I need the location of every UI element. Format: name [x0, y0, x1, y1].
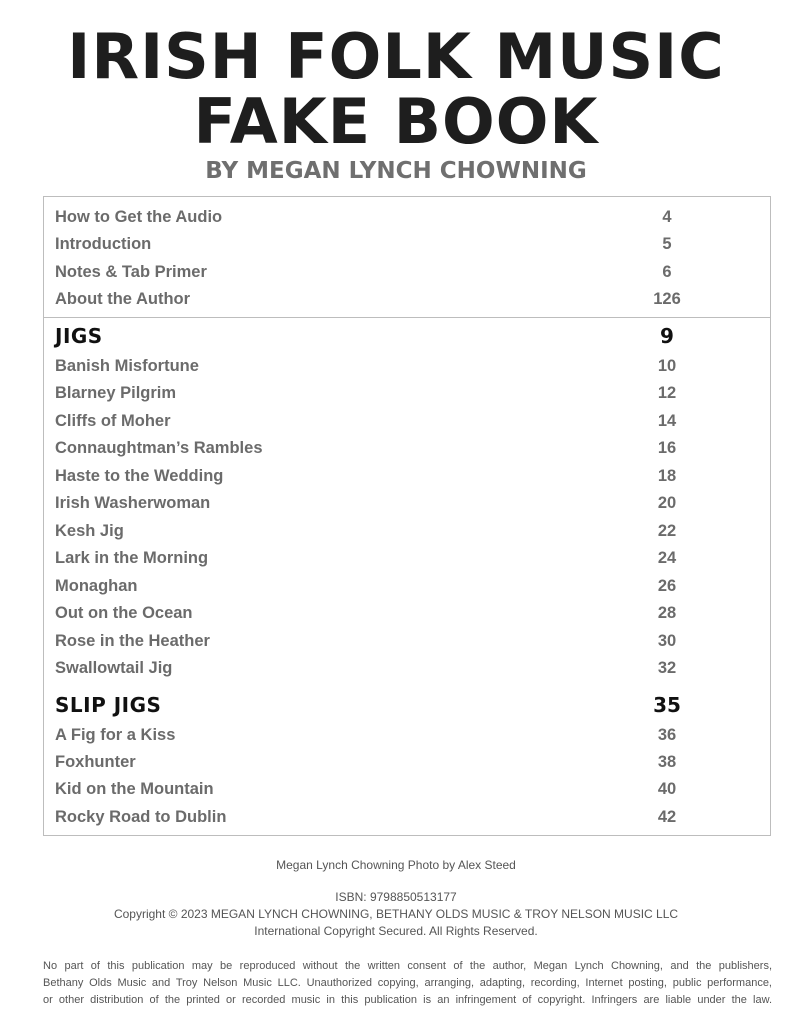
toc-entry-title: Foxhunter — [55, 753, 136, 771]
toc-row — [44, 435, 770, 461]
toc-entry-page: 40 — [657, 780, 677, 798]
toc-divider — [44, 317, 770, 318]
toc-entry-title: Lark in the Morning — [55, 549, 209, 567]
toc-entry-page: 18 — [657, 467, 677, 485]
toc-entry-title: Out on the Ocean — [55, 604, 193, 622]
copyright-notice: Copyright © 2023 MEGAN LYNCH CHOWNING, BETHANY OLDS MUSIC & TROY NELSON MUSIC LLC — [113, 907, 679, 921]
toc-entry-page: 6 — [662, 263, 672, 281]
toc-row — [44, 518, 770, 544]
photo-credit: Megan Lynch Chowning Photo by Alex Steed — [276, 858, 516, 872]
toc-row — [44, 804, 770, 830]
toc-entry-title: Rocky Road to Dublin — [55, 808, 227, 826]
toc-entry-title: Cliffs of Moher — [55, 412, 171, 430]
toc-row — [44, 776, 770, 802]
toc-entry-title: Notes & Tab Primer — [55, 263, 207, 281]
toc-entry-page: 20 — [657, 494, 677, 512]
section-heading-slip-jigs — [44, 692, 770, 718]
toc-entry-title: Kid on the Mountain — [55, 780, 214, 798]
toc-row — [44, 749, 770, 775]
legal-line: Bethany Olds Music and Troy Nelson Music LLC. Unauthorized copying, arranging, adapting, recording, Internet posting, public performance, — [43, 977, 772, 989]
toc-entry-page: 12 — [657, 384, 677, 402]
toc-row — [44, 722, 770, 748]
toc-row — [44, 286, 770, 312]
toc-entry-title: Haste to the Wedding — [55, 467, 224, 485]
author-byline: BY MEGAN LYNCH CHOWNING — [205, 158, 587, 184]
toc-entry-page: 16 — [657, 439, 677, 457]
toc-row — [44, 573, 770, 599]
toc-entry-page: 42 — [657, 808, 677, 826]
toc-entry-title: How to Get the Audio — [55, 208, 223, 226]
rights-notice: International Copyright Secured. All Rights Reserved. — [254, 924, 538, 938]
toc-entry-page: 24 — [657, 549, 677, 567]
book-title-line-1: IRISH FOLK MUSIC — [67, 20, 725, 93]
toc-entry-page: 14 — [657, 412, 677, 430]
toc-entry-page: 28 — [657, 604, 677, 622]
toc-entry-title: Monaghan — [55, 577, 138, 595]
toc-row — [44, 408, 770, 434]
toc-row — [44, 463, 770, 489]
section-heading-page: 9 — [660, 324, 674, 348]
toc-row — [44, 545, 770, 571]
isbn: ISBN: 9798850513177 — [335, 890, 457, 904]
toc-entry-title: Banish Misfortune — [55, 357, 199, 375]
legal-line: No part of this publication may be reproduced without the written consent of the author, Megan Lynch Chowning, and the publishers, — [43, 960, 772, 972]
toc-row — [44, 600, 770, 626]
toc-entry-page: 36 — [657, 726, 677, 744]
toc-entry-title: Irish Washerwoman — [55, 494, 211, 512]
toc-entry-title: A Fig for a Kiss — [55, 726, 176, 744]
book-title-line-2: FAKE BOOK — [193, 85, 599, 158]
toc-entry-page: 26 — [657, 577, 677, 595]
section-heading-page: 35 — [653, 693, 681, 717]
toc-entry-title: Rose in the Heather — [55, 632, 210, 650]
toc-entry-title: Kesh Jig — [55, 522, 124, 540]
section-heading-title: SLIP JIGS — [55, 693, 162, 717]
legal-notice — [43, 958, 772, 1009]
section-heading-jigs — [44, 323, 770, 349]
section-heading-title: JIGS — [55, 324, 103, 348]
toc-row — [44, 380, 770, 406]
toc-entry-page: 38 — [657, 753, 677, 771]
table-of-contents — [43, 196, 771, 836]
toc-row — [44, 204, 770, 230]
toc-entry-page: 22 — [657, 522, 677, 540]
toc-row — [44, 231, 770, 257]
toc-row — [44, 259, 770, 285]
toc-row — [44, 628, 770, 654]
toc-entry-title: About the Author — [55, 290, 191, 308]
toc-entry-title: Introduction — [55, 235, 152, 253]
toc-entry-page: 32 — [657, 659, 677, 677]
toc-row — [44, 490, 770, 516]
toc-row — [44, 655, 770, 681]
toc-entry-title: Swallowtail Jig — [55, 659, 173, 677]
toc-entry-page: 5 — [662, 235, 672, 253]
toc-row — [44, 353, 770, 379]
legal-line: or other distribution of the printed or recorded music in this publication is an infringement of copyright. Infringers are liable under the law. — [43, 994, 772, 1006]
toc-entry-title: Connaughtman’s Rambles — [55, 439, 263, 457]
toc-entry-page: 4 — [662, 208, 672, 226]
toc-entry-page: 126 — [653, 290, 681, 308]
toc-entry-page: 10 — [657, 357, 677, 375]
toc-entry-page: 30 — [657, 632, 677, 650]
toc-entry-title: Blarney Pilgrim — [55, 384, 177, 402]
